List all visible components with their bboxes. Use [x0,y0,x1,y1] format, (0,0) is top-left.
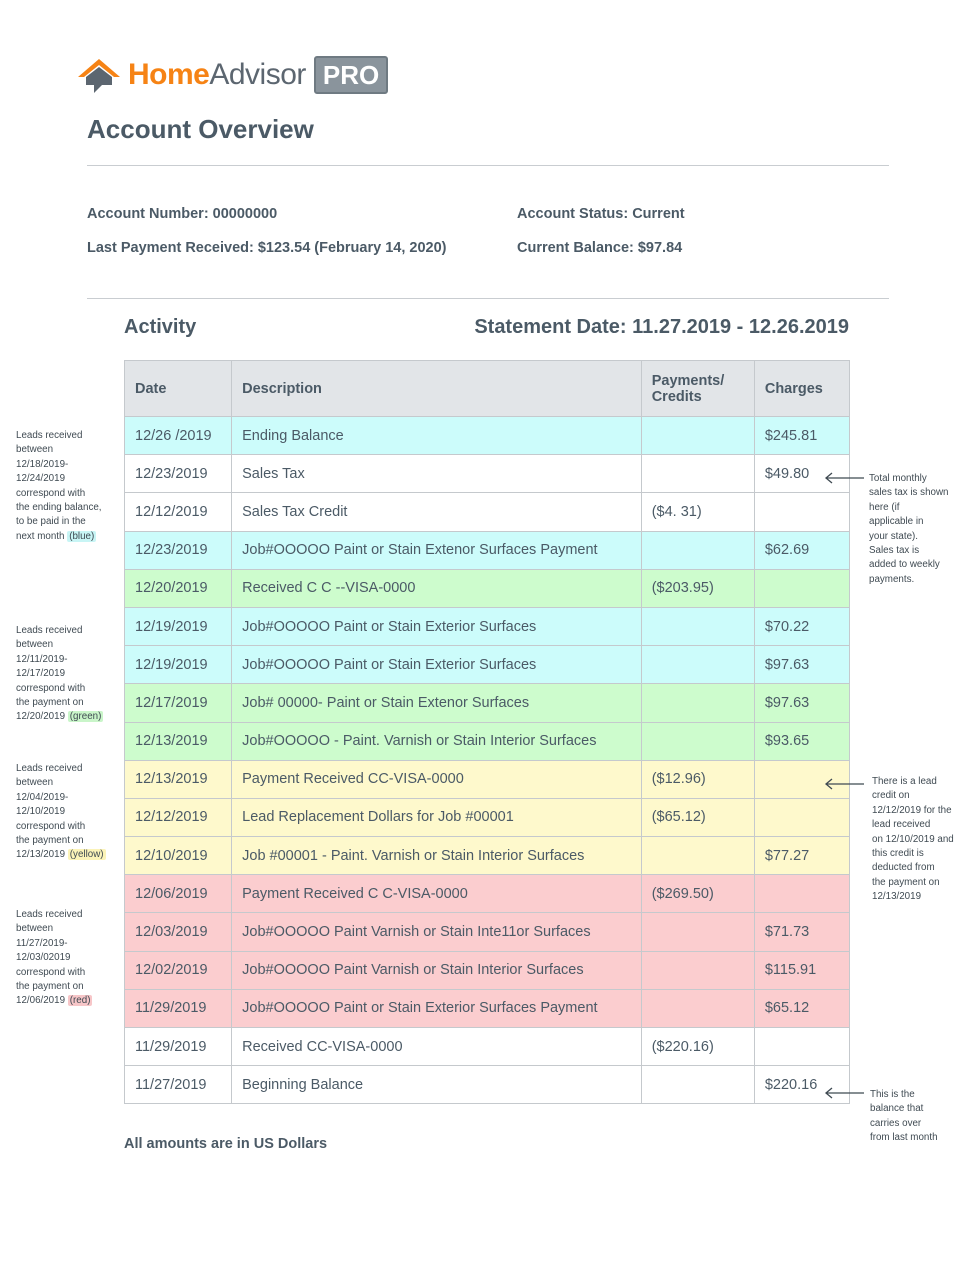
left-note-blue [16,429,116,544]
cell-date: 12/17/2019 [125,684,232,722]
cell-date: 12/12/2019 [125,493,232,531]
cell-description: Received C C --VISA-0000 [232,569,642,607]
note-line: correspond with [16,820,86,832]
activity-table [124,360,850,1104]
cell-date: 12/26 /2019 [125,417,232,455]
cell-charge: $220.16 [754,1066,849,1104]
note-line: the payment on [16,697,84,709]
note-line: your state). [869,530,919,542]
cell-payment [641,722,754,760]
table-row [125,875,850,913]
cell-description: Job#OOOOO Paint Varnish or Stain Interior Surfaces [232,951,642,989]
pro-badge: PRO [314,56,388,94]
table-row [125,837,850,875]
note-line: 12/11/2019-12/17/2019 [16,653,68,680]
cell-description: Ending Balance [232,417,642,455]
cell-date: 12/10/2019 [125,837,232,875]
cell-charge [754,493,849,531]
cell-payment: ($12.96) [641,760,754,798]
cell-date: 11/27/2019 [125,1066,232,1104]
left-note-yellow [16,762,116,863]
column-header-description: Description [232,361,642,417]
cell-date: 12/06/2019 [125,875,232,913]
right-note-lead-credit [872,775,972,905]
arrow-left-icon [822,1085,866,1101]
activity-heading: Activity [124,316,197,338]
table-row [125,455,850,493]
cell-charge: $245.81 [754,417,849,455]
color-tag-blue: (blue) [69,530,95,542]
cell-charge: $62.69 [754,531,849,569]
cell-payment [641,646,754,684]
last-payment-received: Last Payment Received: $123.54 (February 14, 2020) [87,240,447,256]
cell-description: Job#OOOOO - Paint. Varnish or Stain Interior Surfaces [232,722,642,760]
table-row [125,1028,850,1066]
note-line: 12/03/02019 [16,952,71,964]
note-line: sales tax is shown [869,487,949,499]
cell-description: Sales Tax Credit [232,493,642,531]
cell-charge [754,569,849,607]
cell-charge: $93.65 [754,722,849,760]
cell-description: Received CC-VISA-0000 [232,1028,642,1066]
brand-name-home: Home [128,58,210,91]
table-row [125,607,850,645]
cell-description: Job#OOOOO Paint or Stain Exterior Surfaces [232,646,642,684]
note-line: the payment on [16,835,84,847]
cell-charge [754,875,849,913]
note-line: Total monthly [869,473,927,484]
note-line: correspond with [16,682,86,694]
left-note-red [16,908,116,1009]
note-line: 12/13/2019 [872,891,922,903]
cell-description: Lead Replacement Dollars for Job #00001 [232,798,642,836]
cell-payment [641,951,754,989]
cell-payment: ($269.50) [641,875,754,913]
page-title: Account Overview [87,114,314,144]
note-line: 12/06/2019 [16,995,66,1007]
note-line: credit on [872,790,910,802]
table-row [125,798,850,836]
house-logo-icon [76,55,122,95]
table-row [125,989,850,1027]
cell-charge: $77.27 [754,837,849,875]
cell-description: Job#OOOOO Paint or Stain Extenor Surfaces Payment [232,531,642,569]
cell-payment: ($203.95) [641,569,754,607]
cell-payment: ($220.16) [641,1028,754,1066]
note-line: 12/18/2019- [16,458,69,470]
note-line: Leads received [16,909,83,920]
divider-middle [87,298,889,299]
arrow-left-icon [822,470,866,486]
cell-payment [641,837,754,875]
cell-description: Job#OOOOO Paint Varnish or Stain Inte11or Surfaces [232,913,642,951]
note-line: applicable in [869,516,924,528]
cell-payment [641,607,754,645]
cell-description: Job#OOOOO Paint or Stain Exterior Surfaces [232,607,642,645]
note-line: This is the [870,1089,915,1100]
table-row [125,684,850,722]
cell-charge: $49.80 [754,455,849,493]
table-row [125,646,850,684]
color-tag-yellow: (yellow) [69,849,104,861]
cell-payment [641,531,754,569]
note-line: Leads received [16,430,83,441]
brand-name-advisor: Advisor [209,58,306,91]
cell-charge: $97.63 [754,684,849,722]
table-row [125,1066,850,1104]
note-line: correspond with [16,487,86,499]
color-tag-green: (green) [69,711,102,723]
cell-payment [641,1066,754,1104]
note-line: payments. [869,573,915,585]
cell-date: 12/23/2019 [125,455,232,493]
note-line: correspond with [16,966,86,978]
currency-footnote: All amounts are in US Dollars [124,1136,328,1152]
note-line: There is a lead [872,776,937,787]
cell-date: 12/02/2019 [125,951,232,989]
note-line: the payment on [16,981,84,993]
cell-date: 12/13/2019 [125,760,232,798]
cell-description: Payment Received C C-VISA-0000 [232,875,642,913]
cell-charge: $70.22 [754,607,849,645]
table-row [125,760,850,798]
note-line: 11/27/2019- [16,937,68,949]
account-status: Account Status: Current [517,206,685,222]
table-row [125,531,850,569]
cell-description: Job# 00000- Paint or Stain Extenor Surfaces [232,684,642,722]
cell-payment [641,455,754,493]
note-line: on 12/10/2019 and [872,833,954,845]
note-line: Leads received [16,763,83,774]
cell-description: Job#OOOOO Paint or Stain Exterior Surfaces Payment [232,989,642,1027]
cell-charge [754,1028,849,1066]
table-row [125,417,850,455]
note-line: here (if [869,501,900,513]
note-line: 12/12/2019 for the [872,804,952,816]
note-line: between [16,923,54,935]
cell-date: 12/23/2019 [125,531,232,569]
cell-date: 11/29/2019 [125,1028,232,1066]
note-line: Sales tax is [869,545,920,557]
cell-charge: $71.73 [754,913,849,951]
right-note-sales-tax [869,472,969,587]
divider-top [87,165,889,166]
note-line: from last month [870,1132,938,1144]
note-line: the payment on [872,876,940,888]
right-note-carryover [870,1088,970,1146]
cell-payment: ($65.12) [641,798,754,836]
color-tag-red: (red) [69,995,91,1007]
cell-date: 12/13/2019 [125,722,232,760]
note-line: 12/24/2019 [16,473,66,485]
table-row [125,722,850,760]
table-row [125,951,850,989]
cell-charge: $65.12 [754,989,849,1027]
cell-date: 12/20/2019 [125,569,232,607]
note-line: between [16,777,54,789]
note-line: balance that [870,1103,924,1115]
note-line: carries over [870,1117,922,1129]
cell-payment [641,989,754,1027]
cell-payment: ($4. 31) [641,493,754,531]
note-line: between [16,639,54,651]
column-header-charges: Charges [754,361,849,417]
statement-date: Statement Date: 11.27.2019 - 12.26.2019 [474,316,849,338]
cell-payment [641,417,754,455]
note-line: 12/20/2019 [16,711,66,723]
cell-date: 12/12/2019 [125,798,232,836]
left-note-green [16,624,116,725]
cell-payment [641,684,754,722]
column-header-payments-credits: Payments/ Credits [641,361,754,417]
cell-description: Beginning Balance [232,1066,642,1104]
note-line: 12/04/2019- [16,791,69,803]
note-line: deducted from [872,862,935,874]
note-line: added to weekly [869,559,940,571]
note-line: between [16,444,54,456]
cell-payment [641,913,754,951]
cell-charge [754,798,849,836]
table-row [125,913,850,951]
homeadvisor-pro-logo [76,54,388,96]
note-line: lead received [872,819,931,831]
cell-charge: $115.91 [754,951,849,989]
cell-description: Sales Tax [232,455,642,493]
current-balance: Current Balance: $97.84 [517,240,683,256]
note-line: Leads received [16,625,83,636]
note-line: 12/13/2019 [16,849,66,861]
note-line: 12/10/2019 [16,806,66,818]
cell-description: Job #00001 - Paint. Varnish or Stain Interior Surfaces [232,837,642,875]
cell-date: 11/29/2019 [125,989,232,1027]
table-header-row [125,361,850,417]
account-number: Account Number: 00000000 [87,206,278,222]
cell-charge: $97.63 [754,646,849,684]
cell-date: 12/19/2019 [125,607,232,645]
column-header-date: Date [125,361,232,417]
cell-date: 12/03/2019 [125,913,232,951]
table-row [125,493,850,531]
arrow-left-icon [822,776,866,792]
cell-description: Payment Received CC-VISA-0000 [232,760,642,798]
note-line: to be paid in the [16,516,86,528]
note-line: the ending balance, [16,502,102,514]
table-row [125,569,850,607]
cell-date: 12/19/2019 [125,646,232,684]
note-line: next month [16,530,65,542]
note-line: this credit is [872,848,924,860]
